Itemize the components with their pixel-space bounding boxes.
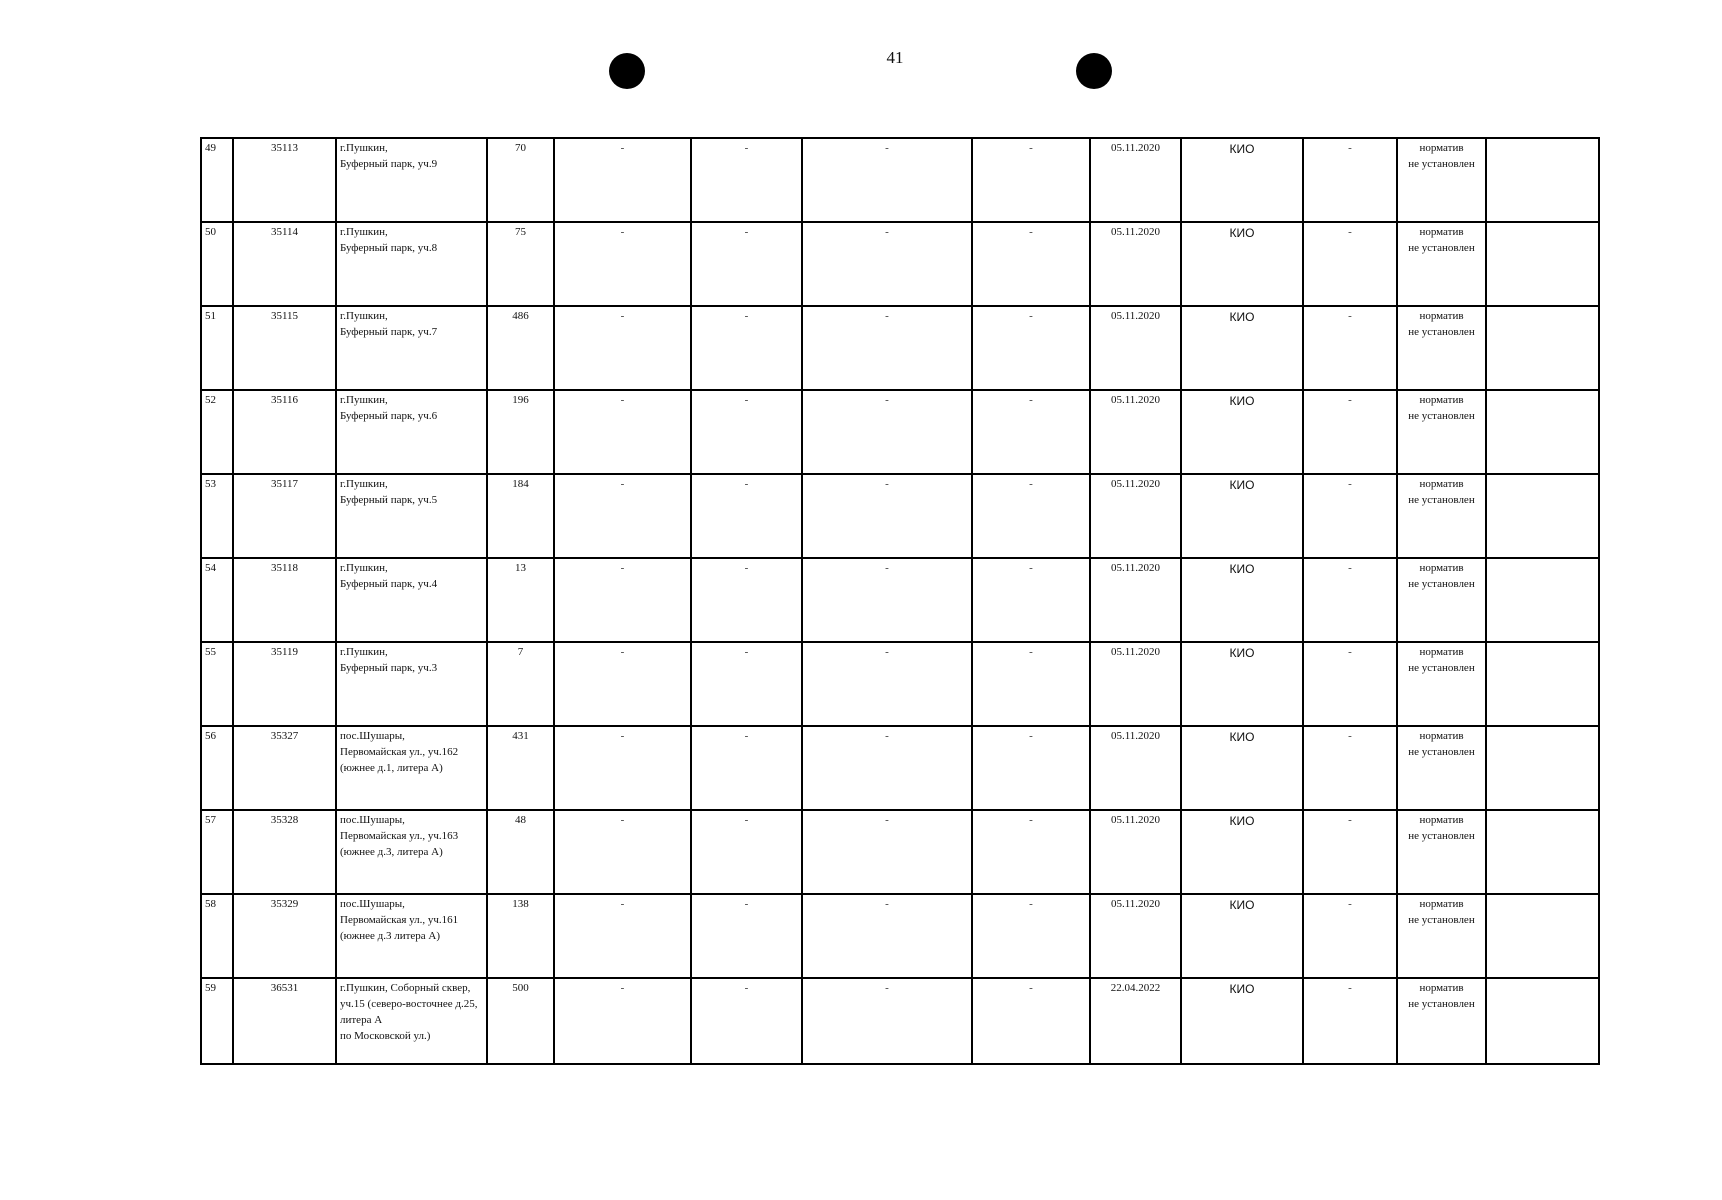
cell-dash-11: - — [1303, 222, 1397, 306]
cell-object-code: 35329 — [233, 894, 336, 978]
cell-dash-7: - — [802, 810, 972, 894]
cell-address-line: Буферный парк, уч.6 — [340, 409, 438, 422]
cell-dash-11: - — [1303, 642, 1397, 726]
cell-norm-status-line: норматив — [1419, 562, 1464, 574]
cell-area: 486 — [487, 306, 554, 390]
cell-address-line: пос.Шушары, — [340, 814, 405, 826]
cell-norm-status-line: норматив — [1419, 646, 1464, 658]
cell-empty — [1486, 222, 1599, 306]
cell-dash-11: - — [1303, 558, 1397, 642]
cell-dash-7: - — [802, 894, 972, 978]
table-row — [201, 642, 1599, 726]
punch-hole-right — [1076, 53, 1112, 89]
cell-address — [336, 642, 487, 726]
cell-dash-11: - — [1303, 810, 1397, 894]
cell-object-code: 35114 — [233, 222, 336, 306]
cell-address-line: Буферный парк, уч.5 — [340, 493, 438, 506]
cell-object-code: 35119 — [233, 642, 336, 726]
cell-organization: КИО — [1181, 726, 1303, 810]
cell-dash-6: - — [691, 306, 802, 390]
cell-norm-status — [1397, 726, 1486, 810]
cell-row-number: 55 — [201, 642, 233, 726]
cell-address — [336, 474, 487, 558]
cell-dash-8: - — [972, 474, 1090, 558]
cell-dash-6: - — [691, 222, 802, 306]
cell-dash-11: - — [1303, 894, 1397, 978]
cell-address-line: по Московской ул.) — [340, 1029, 431, 1042]
cell-row-number: 57 — [201, 810, 233, 894]
table-row — [201, 222, 1599, 306]
cell-norm-status — [1397, 306, 1486, 390]
cell-object-code: 35116 — [233, 390, 336, 474]
cell-area: 138 — [487, 894, 554, 978]
cell-norm-status-line: не установлен — [1408, 829, 1475, 842]
cell-norm-status-line: не установлен — [1408, 997, 1475, 1010]
cell-dash-7: - — [802, 390, 972, 474]
cell-dash-6: - — [691, 390, 802, 474]
table-row — [201, 390, 1599, 474]
cell-dash-7: - — [802, 138, 972, 222]
cell-dash-5: - — [554, 810, 691, 894]
cell-dash-7: - — [802, 474, 972, 558]
cell-address-line: г.Пушкин, — [340, 142, 388, 154]
cell-organization: КИО — [1181, 810, 1303, 894]
cell-address-line: Буферный парк, уч.7 — [340, 325, 438, 338]
cell-address-line: литера А — [340, 1013, 383, 1026]
cell-address — [336, 558, 487, 642]
table-row — [201, 726, 1599, 810]
cell-row-number: 53 — [201, 474, 233, 558]
cell-address — [336, 978, 487, 1064]
cell-area: 75 — [487, 222, 554, 306]
cell-norm-status-line: норматив — [1419, 394, 1464, 406]
cell-organization: КИО — [1181, 894, 1303, 978]
cell-empty — [1486, 978, 1599, 1064]
cell-norm-status-line: не установлен — [1408, 493, 1475, 506]
cell-address-line: Первомайская ул., уч.161 — [340, 913, 459, 926]
cell-dash-8: - — [972, 894, 1090, 978]
cell-object-code: 35115 — [233, 306, 336, 390]
cell-dash-6: - — [691, 138, 802, 222]
cell-norm-status-line: не установлен — [1408, 241, 1475, 254]
cell-dash-8: - — [972, 222, 1090, 306]
cell-address-line: Буферный парк, уч.4 — [340, 577, 438, 590]
cell-dash-8: - — [972, 726, 1090, 810]
cell-date: 05.11.2020 — [1090, 390, 1181, 474]
cell-organization: КИО — [1181, 558, 1303, 642]
cell-row-number: 49 — [201, 138, 233, 222]
cell-area: 431 — [487, 726, 554, 810]
cell-address-line: Буферный парк, уч.8 — [340, 241, 438, 254]
cell-row-number: 59 — [201, 978, 233, 1064]
cell-norm-status-line: не установлен — [1408, 745, 1475, 758]
page-number: 41 — [886, 48, 904, 67]
cell-address-line: Первомайская ул., уч.162 — [340, 745, 459, 758]
cell-address-line: Буферный парк, уч.3 — [340, 661, 438, 674]
cell-norm-status — [1397, 810, 1486, 894]
register-rows — [201, 138, 1599, 1064]
cell-dash-8: - — [972, 978, 1090, 1064]
cell-dash-8: - — [972, 810, 1090, 894]
cell-address-line: г.Пушкин, — [340, 310, 388, 322]
cell-address — [336, 894, 487, 978]
cell-area: 500 — [487, 978, 554, 1064]
cell-dash-5: - — [554, 726, 691, 810]
cell-norm-status — [1397, 222, 1486, 306]
cell-norm-status-line: не установлен — [1408, 577, 1475, 590]
cell-address-line: г.Пушкин, — [340, 478, 388, 490]
punch-hole-left — [609, 53, 645, 89]
cell-object-code: 36531 — [233, 978, 336, 1064]
cell-dash-7: - — [802, 222, 972, 306]
cell-norm-status-line: не установлен — [1408, 157, 1475, 170]
cell-dash-5: - — [554, 642, 691, 726]
cell-area: 184 — [487, 474, 554, 558]
cell-dash-8: - — [972, 642, 1090, 726]
cell-address-line: г.Пушкин, — [340, 226, 388, 238]
cell-address — [336, 306, 487, 390]
cell-row-number: 58 — [201, 894, 233, 978]
cell-object-code: 35117 — [233, 474, 336, 558]
cell-date: 05.11.2020 — [1090, 474, 1181, 558]
cell-dash-6: - — [691, 726, 802, 810]
cell-norm-status-line: норматив — [1419, 478, 1464, 490]
cell-address — [336, 726, 487, 810]
cell-norm-status-line: норматив — [1419, 982, 1464, 994]
cell-date: 05.11.2020 — [1090, 894, 1181, 978]
register-table — [200, 137, 1600, 1065]
cell-dash-6: - — [691, 978, 802, 1064]
cell-area: 7 — [487, 642, 554, 726]
cell-address-line: пос.Шушары, — [340, 898, 405, 910]
cell-dash-8: - — [972, 306, 1090, 390]
cell-dash-8: - — [972, 390, 1090, 474]
cell-empty — [1486, 726, 1599, 810]
cell-area: 196 — [487, 390, 554, 474]
cell-norm-status-line: норматив — [1419, 814, 1464, 826]
cell-address-line: Буферный парк, уч.9 — [340, 157, 438, 170]
cell-dash-7: - — [802, 726, 972, 810]
cell-empty — [1486, 390, 1599, 474]
cell-dash-6: - — [691, 894, 802, 978]
cell-address-line: (южнее д.3, литера А) — [340, 845, 443, 858]
cell-address — [336, 138, 487, 222]
cell-dash-8: - — [972, 558, 1090, 642]
cell-dash-6: - — [691, 642, 802, 726]
cell-address-line: (южнее д.3 литера А) — [340, 929, 441, 942]
cell-dash-11: - — [1303, 390, 1397, 474]
cell-address — [336, 390, 487, 474]
cell-dash-5: - — [554, 474, 691, 558]
cell-organization: КИО — [1181, 978, 1303, 1064]
cell-address — [336, 810, 487, 894]
cell-empty — [1486, 642, 1599, 726]
table-row — [201, 810, 1599, 894]
cell-address-line: г.Пушкин, Соборный сквер, — [340, 982, 471, 994]
table-row — [201, 978, 1599, 1064]
cell-empty — [1486, 894, 1599, 978]
cell-norm-status — [1397, 138, 1486, 222]
cell-dash-7: - — [802, 978, 972, 1064]
cell-address-line: Первомайская ул., уч.163 — [340, 829, 459, 842]
cell-dash-11: - — [1303, 474, 1397, 558]
cell-norm-status-line: норматив — [1419, 730, 1464, 742]
cell-row-number: 52 — [201, 390, 233, 474]
table-row — [201, 558, 1599, 642]
cell-dash-8: - — [972, 138, 1090, 222]
cell-dash-6: - — [691, 558, 802, 642]
cell-dash-5: - — [554, 894, 691, 978]
cell-row-number: 56 — [201, 726, 233, 810]
cell-dash-5: - — [554, 138, 691, 222]
cell-organization: КИО — [1181, 642, 1303, 726]
cell-date: 05.11.2020 — [1090, 306, 1181, 390]
cell-area: 13 — [487, 558, 554, 642]
cell-norm-status — [1397, 474, 1486, 558]
cell-date: 05.11.2020 — [1090, 810, 1181, 894]
cell-date: 22.04.2022 — [1090, 978, 1181, 1064]
table-row — [201, 306, 1599, 390]
cell-dash-11: - — [1303, 726, 1397, 810]
cell-norm-status-line: не установлен — [1408, 913, 1475, 926]
cell-date: 05.11.2020 — [1090, 558, 1181, 642]
cell-empty — [1486, 810, 1599, 894]
cell-address-line: г.Пушкин, — [340, 562, 388, 574]
cell-dash-11: - — [1303, 306, 1397, 390]
cell-empty — [1486, 558, 1599, 642]
cell-norm-status — [1397, 558, 1486, 642]
cell-dash-6: - — [691, 474, 802, 558]
cell-norm-status-line: не установлен — [1408, 325, 1475, 338]
cell-address — [336, 222, 487, 306]
cell-norm-status — [1397, 642, 1486, 726]
cell-empty — [1486, 138, 1599, 222]
cell-norm-status-line: не установлен — [1408, 409, 1475, 422]
cell-area: 70 — [487, 138, 554, 222]
cell-empty — [1486, 306, 1599, 390]
cell-dash-5: - — [554, 978, 691, 1064]
cell-object-code: 35328 — [233, 810, 336, 894]
cell-date: 05.11.2020 — [1090, 138, 1181, 222]
cell-address-line: (южнее д.1, литера А) — [340, 761, 443, 774]
table-row — [201, 474, 1599, 558]
cell-dash-5: - — [554, 222, 691, 306]
cell-object-code: 35113 — [233, 138, 336, 222]
cell-organization: КИО — [1181, 222, 1303, 306]
cell-norm-status-line: норматив — [1419, 226, 1464, 238]
cell-organization: КИО — [1181, 474, 1303, 558]
cell-date: 05.11.2020 — [1090, 642, 1181, 726]
cell-dash-11: - — [1303, 138, 1397, 222]
cell-dash-7: - — [802, 642, 972, 726]
cell-row-number: 54 — [201, 558, 233, 642]
cell-dash-5: - — [554, 306, 691, 390]
cell-organization: КИО — [1181, 138, 1303, 222]
cell-area: 48 — [487, 810, 554, 894]
cell-norm-status — [1397, 978, 1486, 1064]
cell-address-line: г.Пушкин, — [340, 394, 388, 406]
cell-norm-status — [1397, 390, 1486, 474]
cell-address-line: г.Пушкин, — [340, 646, 388, 658]
cell-address-line: пос.Шушары, — [340, 730, 405, 742]
cell-norm-status-line: не установлен — [1408, 661, 1475, 674]
cell-dash-5: - — [554, 390, 691, 474]
cell-address-line: уч.15 (северо-восточнее д.25, — [340, 997, 478, 1010]
cell-dash-7: - — [802, 558, 972, 642]
cell-date: 05.11.2020 — [1090, 222, 1181, 306]
cell-row-number: 51 — [201, 306, 233, 390]
cell-norm-status-line: норматив — [1419, 142, 1464, 154]
cell-dash-6: - — [691, 810, 802, 894]
cell-norm-status-line: норматив — [1419, 310, 1464, 322]
cell-dash-11: - — [1303, 978, 1397, 1064]
cell-object-code: 35327 — [233, 726, 336, 810]
cell-norm-status — [1397, 894, 1486, 978]
cell-organization: КИО — [1181, 390, 1303, 474]
cell-dash-5: - — [554, 558, 691, 642]
cell-empty — [1486, 474, 1599, 558]
cell-norm-status-line: норматив — [1419, 898, 1464, 910]
table-row — [201, 138, 1599, 222]
table-row — [201, 894, 1599, 978]
cell-row-number: 50 — [201, 222, 233, 306]
cell-date: 05.11.2020 — [1090, 726, 1181, 810]
cell-organization: КИО — [1181, 306, 1303, 390]
cell-object-code: 35118 — [233, 558, 336, 642]
cell-dash-7: - — [802, 306, 972, 390]
